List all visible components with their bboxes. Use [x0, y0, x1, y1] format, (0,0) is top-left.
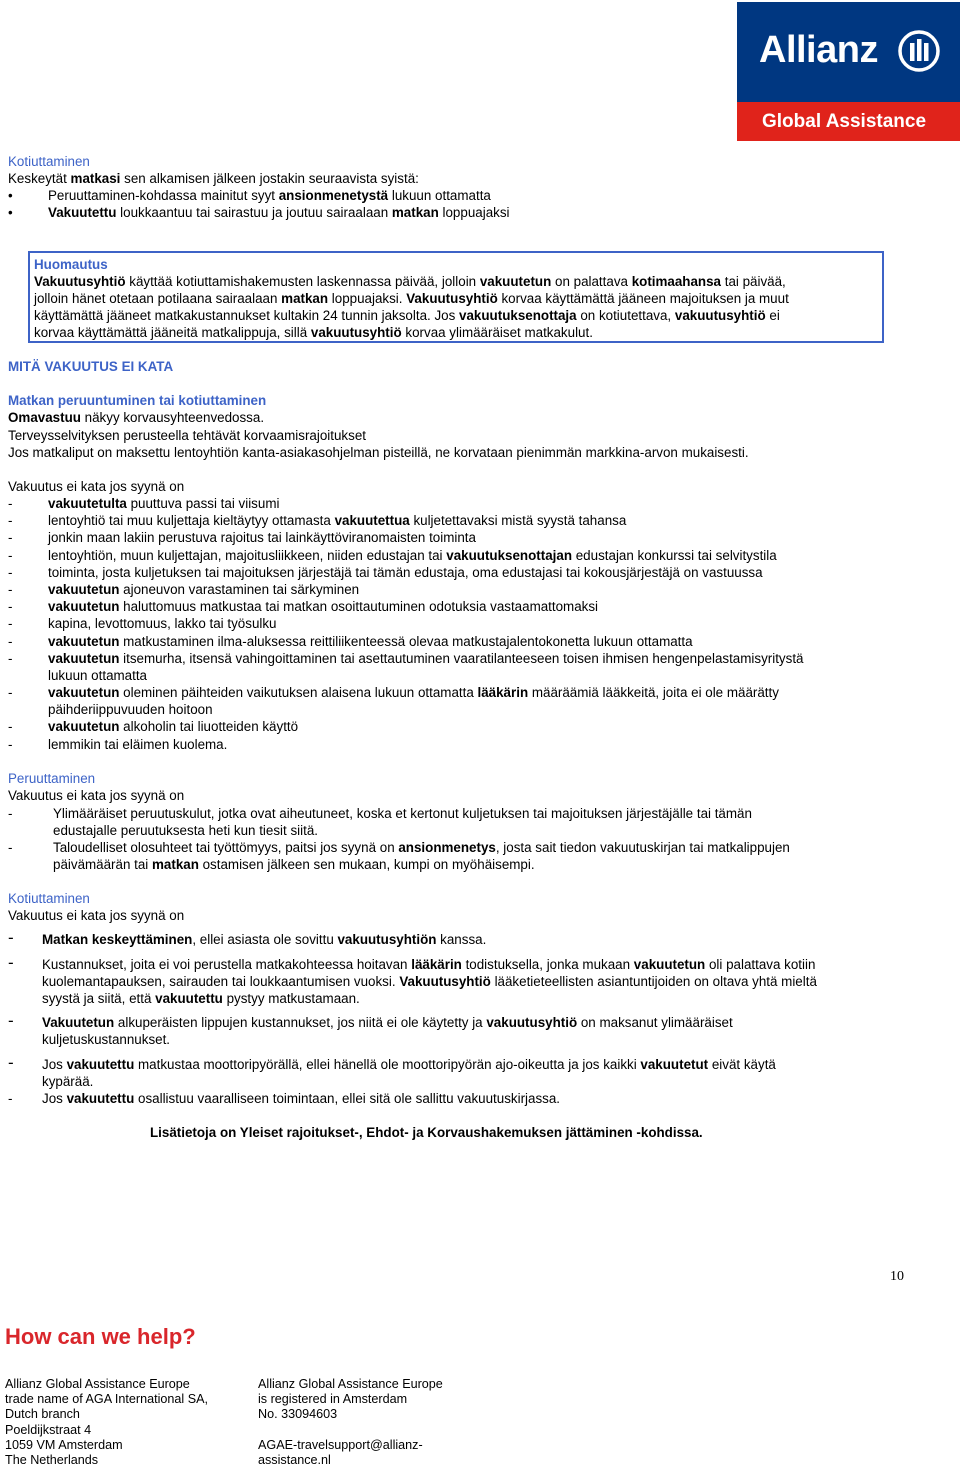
footer-line: Allianz Global Assistance Europe: [5, 1377, 190, 1391]
list-item: kapina, levottomuus, lakko tai työsulku: [48, 616, 277, 632]
allianz-global-assistance-logo: [737, 2, 960, 141]
dash-bullet: -: [8, 547, 13, 563]
footer-email-line: AGAE-travelsupport@allianz-: [258, 1437, 423, 1452]
list-item: Matkan keskeyttäminen, ellei asiasta ole sovittu vakuutusyhtiön kanssa.: [42, 932, 487, 947]
bullet-icon: •: [8, 205, 13, 220]
list-item: Vakuutetun alkuperäisten lippujen kustannukset, jos niitä ei ole käytetty ja vakuutusyhtiö on maksanut ylimääräiset: [42, 1015, 733, 1030]
note-heading: Huomautus: [34, 257, 108, 272]
lentolippu-text: Jos matkaliput on maksettu lentoyhtiön kanta-asiakasohjelman pisteillä, ne korvataan pienimmän markkina-arvon mukaisesti.: [8, 445, 749, 460]
footer-line: Poeldijkstraat 4: [5, 1422, 92, 1437]
list-item-continuation: kuolemantapauksen, sairauden tai loukkaantumisen vuoksi. Vakuutusyhtiö lääketieteellisten asiantuntijoiden on oltava yhtä mieltä: [42, 974, 817, 989]
dash-bullet: -: [8, 599, 13, 615]
list-item: vakuutetun matkustaminen ilma-aluksessa reittiliikenteessä olevaa matkustajalentokonetta lukuun ottamatta: [48, 633, 693, 649]
dash-bullet: -: [8, 685, 13, 700]
subheading: Matkan peruuntuminen tai kotiuttaminen: [8, 393, 267, 408]
dash-bullet: -: [8, 928, 14, 947]
dash-bullet: -: [8, 651, 13, 666]
footer-line: is registered in Amsterdam: [258, 1392, 408, 1407]
intro-text: Vakuutus ei kata jos syynä on: [8, 479, 185, 494]
section-heading-peruuttaminen: Peruuttaminen: [8, 771, 96, 786]
list-item: vakuutetun ajoneuvon varastaminen tai särkyminen: [48, 582, 360, 597]
logo-blue-panel: [737, 2, 960, 102]
list-item: vakuutetun haluttomuus matkustaa tai matkan osoittautuminen odotuksia vastaamattomaksi: [48, 599, 599, 615]
list-item: Kustannukset, joita ei voi perustella matkakohteessa hoitavan lääkärin todistuksella, jonka mukaan vakuutetun oli palattava kotiin: [42, 957, 816, 972]
footer-spacer: [258, 1423, 443, 1438]
intro-text: Vakuutus ei kata jos syynä on: [8, 788, 185, 803]
list-item-continuation: päivämäärän tai matkan ostamisen jälkeen sen mukaan, kumpi on myöhäisempi.: [53, 857, 535, 872]
note-line: käyttämättä jääneet matkakustannukset kultakin 24 tunnin jaksolta. Jos vakuutuksenottaja on kotiutettava, vakuutusyhtiö ei: [34, 308, 780, 323]
note-line: korvaa käyttämättä jääneitä matkalippuja, sillä vakuutusyhtiö korvaa ylimääräiset matkakulut.: [34, 325, 593, 340]
dash-bullet: -: [8, 806, 13, 821]
dash-bullet: -: [8, 953, 14, 972]
list-item: lentoyhtiön, muun kuljettajan, majoitusliikkeen, niiden edustajan tai vakuutuksenottajan edustajan konkurssi tai selvitystila: [48, 547, 777, 563]
terveys-text: Terveysselvityksen perusteella tehtävät korvaamisrajoitukset: [8, 428, 366, 443]
list-item: vakuutetun oleminen päihteiden vaikutuksen alaisena lukuun ottamatta lääkärin määräämiä lääkkeitä, joita ei ole määrätty: [48, 685, 779, 700]
footer-email-line: assistance.nl: [258, 1453, 331, 1467]
list-item: lentoyhtiö tai muu kuljettaja kieltäytyy ottamasta vakuutettua kuljetettavaksi mistä syystä tahansa: [48, 513, 627, 529]
allianz-eagle-icon: [897, 29, 941, 73]
dash-bullet: -: [8, 1091, 13, 1106]
section-intro: Keskeytät matkasi sen alkamisen jälkeen jostakin seuraavista syistä:: [8, 171, 419, 186]
list-item: jonkin maan lakiin perustuva rajoitus tai lainkäyttöviranomaisten toiminta: [48, 530, 476, 546]
section-heading-kotiuttaminen: Kotiuttaminen: [8, 154, 90, 169]
footer-line: The Netherlands: [5, 1453, 99, 1468]
section-heading-not-covered: MITÄ VAKUUTUS EI KATA: [8, 359, 174, 374]
dash-bullet: -: [8, 564, 13, 580]
footer-line: Allianz Global Assistance Europe: [258, 1377, 443, 1391]
section-heading-kotiuttaminen-2: Kotiuttaminen: [8, 891, 90, 906]
list-item-continuation: kuljetuskustannukset.: [42, 1032, 171, 1047]
footer-line: trade name of AGA International SA,: [5, 1392, 209, 1407]
footer-right: [258, 1377, 443, 1468]
dash-bullet: -: [8, 1053, 14, 1072]
list-item-continuation: kypärää.: [42, 1074, 94, 1089]
list-item: lemmikin tai eläimen kuolema.: [48, 737, 228, 752]
dash-bullet: -: [8, 530, 13, 546]
note-line: jolloin hänet otetaan potilaana sairaalaan matkan loppuajaksi. Vakuutusyhtiö korvaa käyttämättä jääneen majoituksen ja muut: [34, 291, 789, 306]
logo-sub-text: Global Assistance: [762, 111, 927, 132]
dash-bullet: -: [8, 496, 13, 511]
list-item: Jos vakuutettu osallistuu vaaralliseen toimintaan, ellei sitä ole sallittu vakuutuskirjassa.: [42, 1091, 561, 1106]
list-item: vakuutetun itsemurha, itsensä vahingoittaminen tai asettautuminen vaaratilanteeseen toisen ihmisen hengenpelastamisyritystä: [48, 651, 804, 666]
intro-text: Vakuutus ei kata jos syynä on: [8, 908, 185, 923]
note-line: Vakuutusyhtiö käyttää kotiuttamishakemusten laskennassa päivää, jolloin vakuutetun on palattava kotimaahansa tai päivää,: [34, 274, 786, 289]
how-can-we-help-heading: How can we help?: [5, 1324, 196, 1349]
dash-bullet: -: [8, 1011, 14, 1030]
logo-red-panel: [737, 102, 960, 141]
footer-line: 1059 VM Amsterdam: [5, 1437, 123, 1452]
list-item-continuation: edustajalle peruutuksesta heti kun tiesit siitä.: [53, 823, 318, 838]
list-item: vakuutetun alkoholin tai liuotteiden käyttö: [48, 719, 299, 734]
dash-bullet: -: [8, 513, 13, 529]
list-item: toiminta, josta kuljetuksen tai majoituksen järjestäjä tai tämän edustaja, oma edustajasi tai kokousjärjestäjä on vastuussa: [48, 564, 763, 580]
dash-bullet: -: [8, 633, 13, 649]
dash-bullet: -: [8, 616, 13, 632]
list-item: Taloudelliset olosuhteet tai työttömyys, paitsi jos syynä on ansionmenetys, josta sait tiedon vakuutuskirjan tai matkalippujen: [53, 840, 790, 855]
more-info-note: Lisätietoja on Yleiset rajoitukset-, Ehdot- ja Korvaushakemuksen jättäminen -kohdissa.: [150, 1125, 703, 1140]
dash-bullet: -: [8, 737, 13, 752]
dash-bullet: -: [8, 840, 13, 855]
dash-bullet: -: [8, 719, 13, 734]
footer-line: Dutch branch: [5, 1407, 80, 1422]
list-item: Jos vakuutettu matkustaa moottoripyörällä, ellei hänellä ole moottoripyörän ajo-oikeutta ja jos kaikki vakuutetut eivät käytä: [42, 1057, 776, 1072]
footer-line: No. 33094603: [258, 1407, 338, 1422]
list-item-continuation: syystä ja siitä, että vakuutettu pystyy matkustamaan.: [42, 991, 360, 1006]
list-item-continuation: päihderiippuvuuden hoitoon: [48, 702, 213, 717]
omavastuu-text: Omavastuu näkyy korvausyhteenvedossa.: [8, 410, 265, 425]
page-number: 10: [890, 1269, 904, 1284]
list-item-continuation: lukuun ottamatta: [48, 668, 148, 683]
footer-left: [5, 1377, 208, 1468]
bullet-icon: •: [8, 188, 13, 203]
dash-bullet: -: [8, 582, 13, 597]
list-item: vakuutetulta puuttuva passi tai viisumi: [48, 496, 280, 511]
list-item: Ylimääräiset peruutuskulut, jotka ovat aiheutuneet, koska et kertonut kuljetuksen tai majoituksen järjestäjälle tai tämän: [53, 806, 752, 821]
logo-brand-text: Allianz: [759, 29, 878, 71]
